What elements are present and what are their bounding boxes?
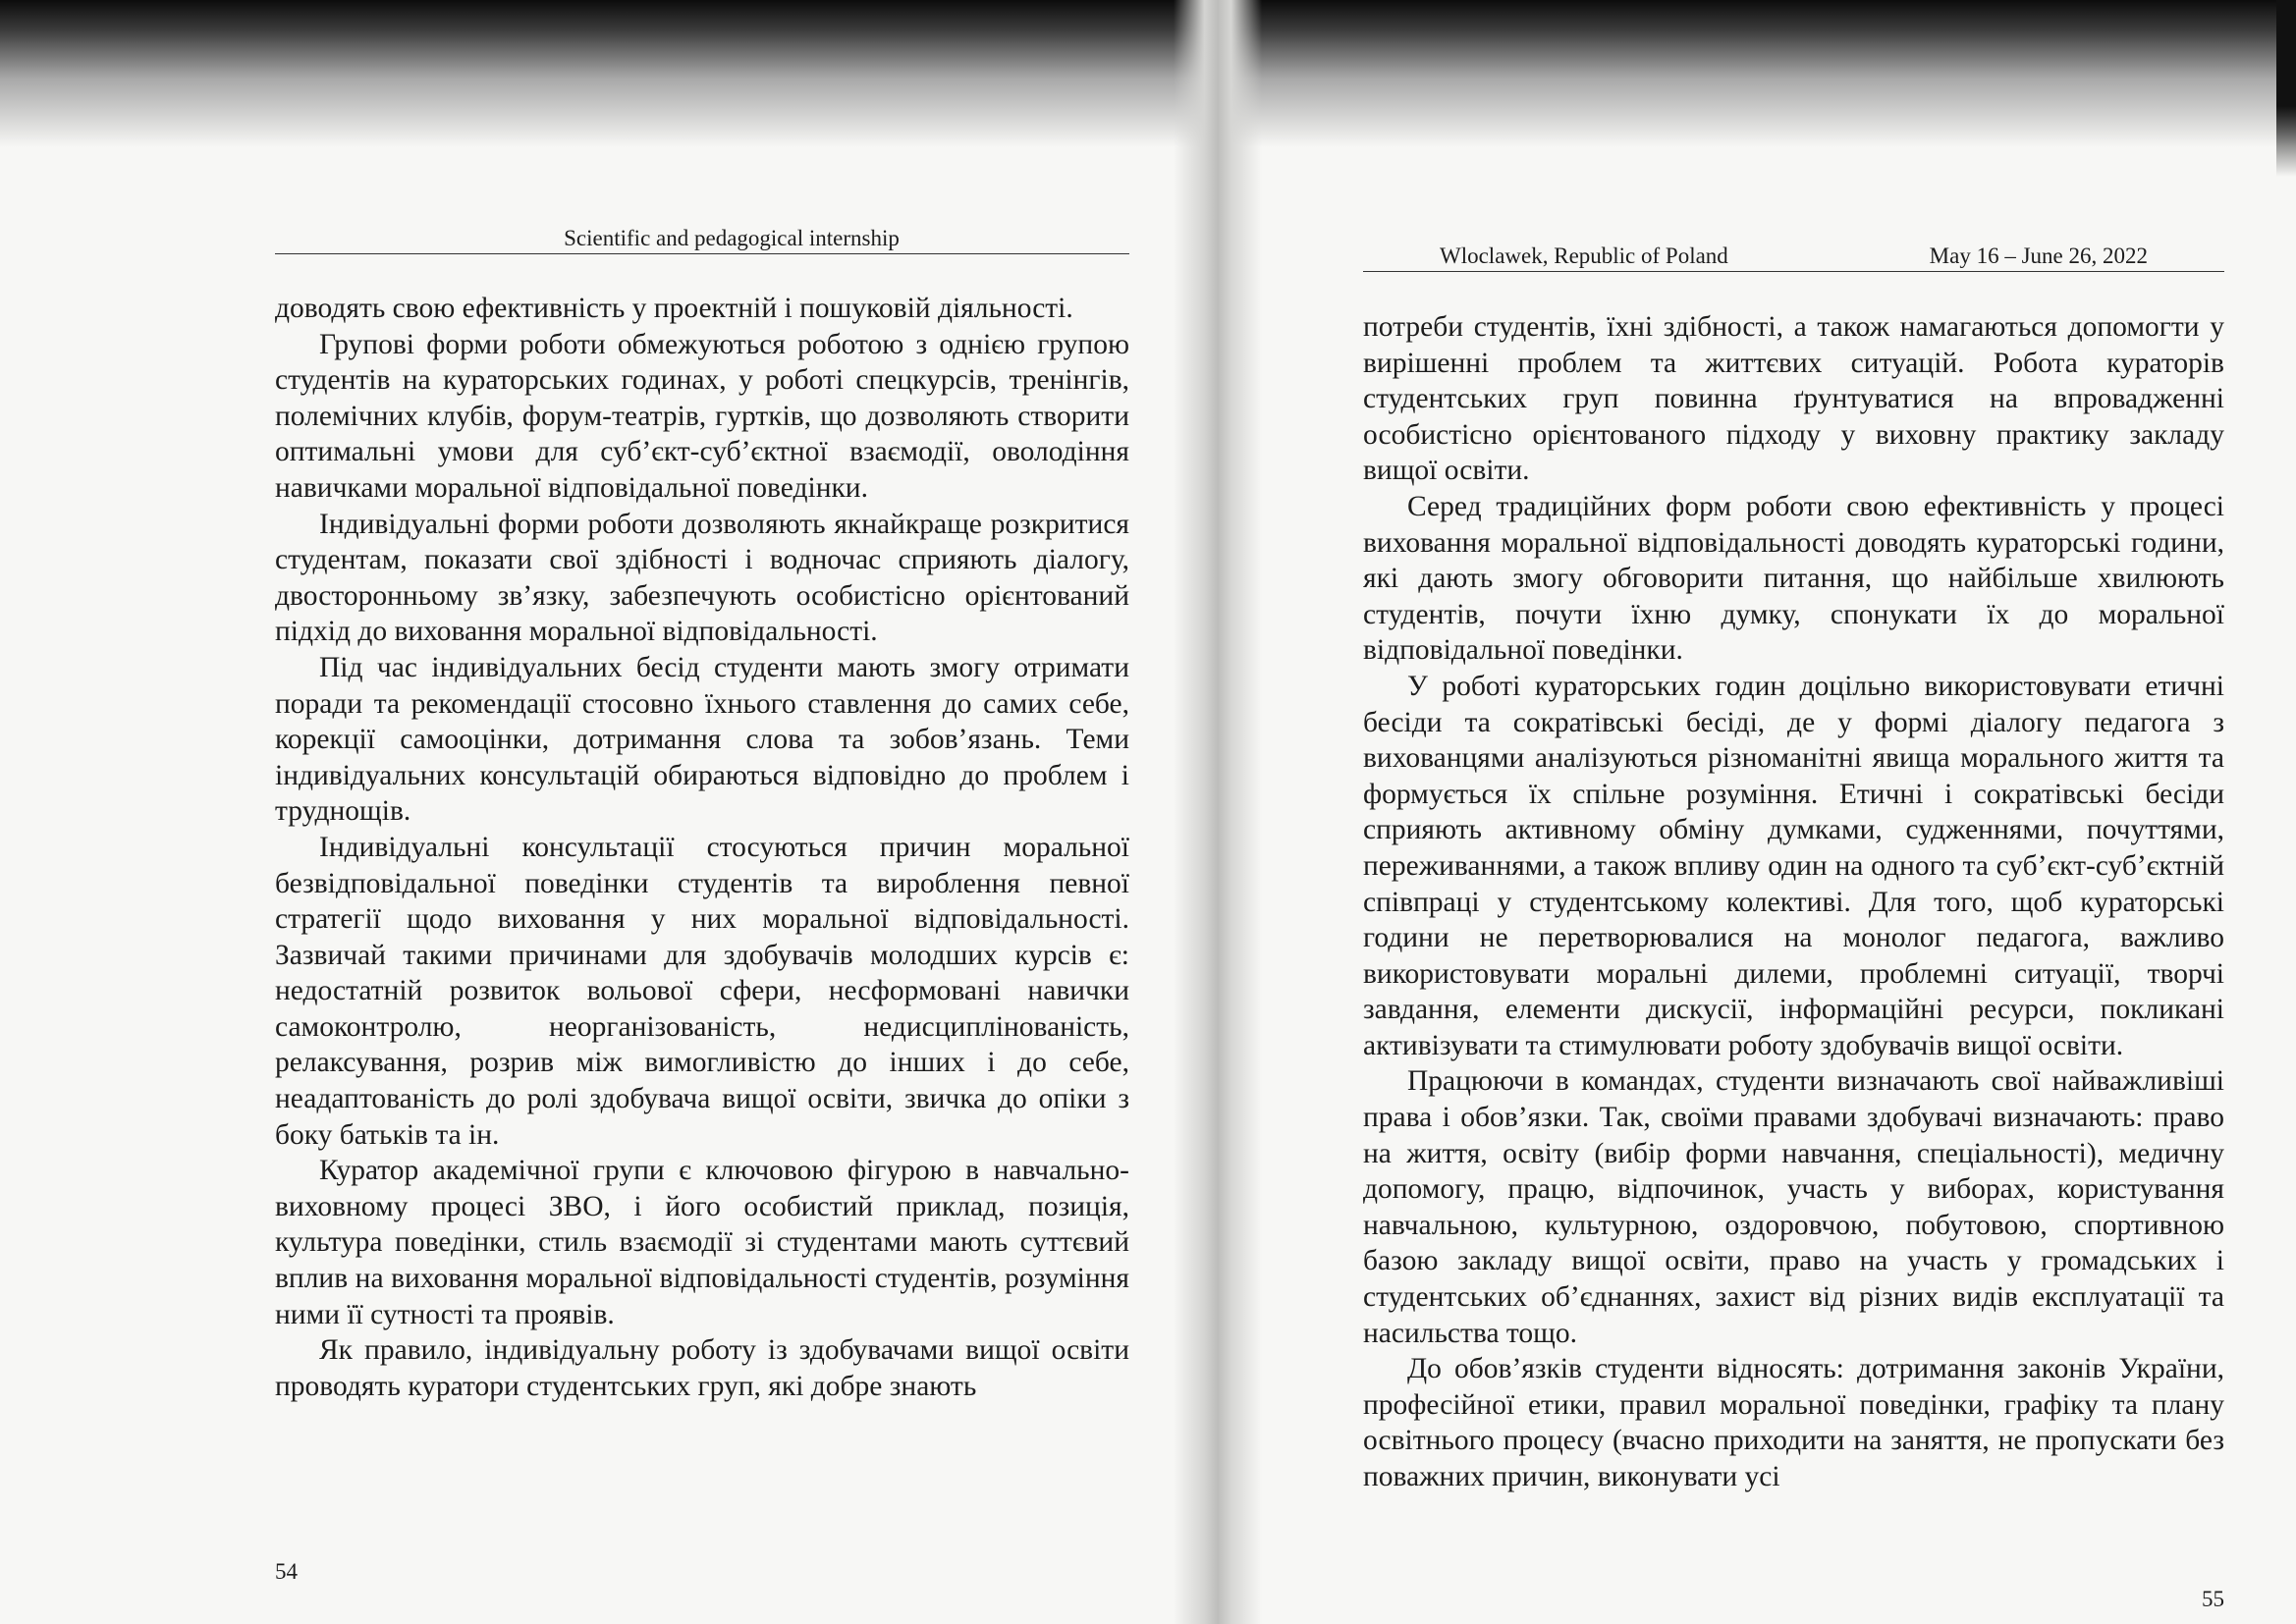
paragraph: До обов’язків студенти відносять: дотримання законів України, професійної етики, правил моральної поведінки, графіку та плану освітнього процесу (вчасно приходити на заняття, не пропускати без поважних причин, виконувати усі [1363, 1353, 2224, 1492]
running-head [1363, 242, 2224, 272]
paragraph: потреби студентів, їхні здібності, а також намагаються допомогти у вирішенні проблем та життєвих ситуацій. Робота кураторів студентських груп повинна ґрунтуватися на впровадженні особистісно орієнтованого підходу у виховну практику закладу вищої освіти. [1363, 311, 2224, 487]
scan-edge [2276, 0, 2296, 177]
left-page [265, 0, 1129, 1624]
page-body [1363, 309, 2224, 1495]
book-gutter [1174, 0, 1262, 1624]
paragraph: Як правило, індивідуальну роботу із здобувачами вищої освіти проводять куратори студентських груп, які добре знають [275, 1334, 1129, 1402]
page-number: 54 [275, 1559, 298, 1584]
paragraph: Під час індивідуальних бесід студенти мають змогу отримати поради та рекомендації стосовно їхнього ставлення до самих себе, корекції самооцінки, дотримання слова та зобов’язань. Теми індивідуальних консультацій обираються відповідно до проблем і труднощів. [275, 651, 1129, 828]
paragraph: Серед традиційних форм роботи свою ефективність у процесі виховання моральної відповідальності доводять кураторські години, які дають змогу обговорити питання, що найбільше хвилюють студентів, почути їхню думку, спонукати їх до моральної відповідальної поведінки. [1363, 490, 2224, 667]
paragraph: Індивідуальні консультації стосуються причин моральної безвідповідальної поведінки студентів та вироблення певної стратегії щодо виховання у них моральної відповідальності. Зазвичай такими причинами для здобувачів молодших курсів є: недостатній розвиток вольової сфери, несформовані навички самоконтролю, неорганізованість, недисциплінованість, релаксування, розрив між вимогливістю до інших і до себе, неадаптованість до ролі здобувача вищої освіти, звичка до опіки з боку батьків та ін. [275, 831, 1129, 1151]
running-head [275, 224, 1129, 254]
running-head-title: Scientific and pedagogical internship [564, 226, 900, 250]
running-head-dates: May 16 – June 26, 2022 [1929, 244, 2148, 268]
right-page [1360, 0, 2224, 1624]
paragraph: доводять свою ефективність у проектній і пошуковій діяльності. [275, 293, 1073, 324]
running-head-location: Wloclawek, Republic of Poland [1440, 244, 1728, 268]
paragraph: У роботі кураторських годин доцільно використовувати етичні бесіди та сократівські бесіді, де у формі діалогу педагога з вихованцями аналізуються різноманітні явища морального життя та формується їх спільне розуміння. Етичні і сократівські бесіди сприяють активному обміну думками, судженнями, почуттями, переживаннями, а також впливу один на одного та суб’єкт-суб’єктній співпраці у студентському колективі. Для того, щоб кураторські години не перетворювалися на монолог педагога, важливо використовувати моральні дилеми, проблемні ситуації, творчі завдання, елементи дискусії, інформаційні ресурси, покликані активізувати та стимулювати роботу здобувачів вищої освіти. [1363, 670, 2224, 1061]
paragraph: Групові форми роботи обмежуються роботою з однією групою студентів на кураторських годинах, у роботі спецкурсів, тренінгів, полемічних клубів, форум-театрів, гуртків, що дозволяють створити оптимальні умови для суб’єкт-суб’єктної взаємодії, оволодіння навичками моральної відповідальної поведінки. [275, 328, 1129, 504]
paragraph: Працюючи в командах, студенти визначають свої найважливіші права і обов’язки. Так, своїми правами здобувачі визначають: право на життя, освіту (вибір форми навчання, спеціальності), медичну допомогу, працю, відпочинок, участь у виборах, користування навчальною, культурною, оздоровчою, побутовою, спортивною базою закладу вищої освіти, право на участь у громадських і студентських об’єднаннях, захист від різних видів експлуатації та насильства тощо. [1363, 1065, 2224, 1349]
paragraph: Індивідуальні форми роботи дозволяють якнайкраще розкритися студентам, показати свої здібності і водночас сприяють діалогу, двосторонньому зв’язку, забезпечують особистісно орієнтований підхід до виховання моральної відповідальності. [275, 508, 1129, 648]
paragraph: Куратор академічної групи є ключовою фігурою в навчально-виховному процесі ЗВО, і його особистий приклад, позиція, культура поведінки, стиль взаємодії зі студентами мають суттєвий вплив на виховання моральної відповідальності студентів, розуміння ними її сутності та проявів. [275, 1155, 1129, 1330]
page-number: 55 [2202, 1587, 2224, 1611]
page-body [275, 291, 1129, 1404]
